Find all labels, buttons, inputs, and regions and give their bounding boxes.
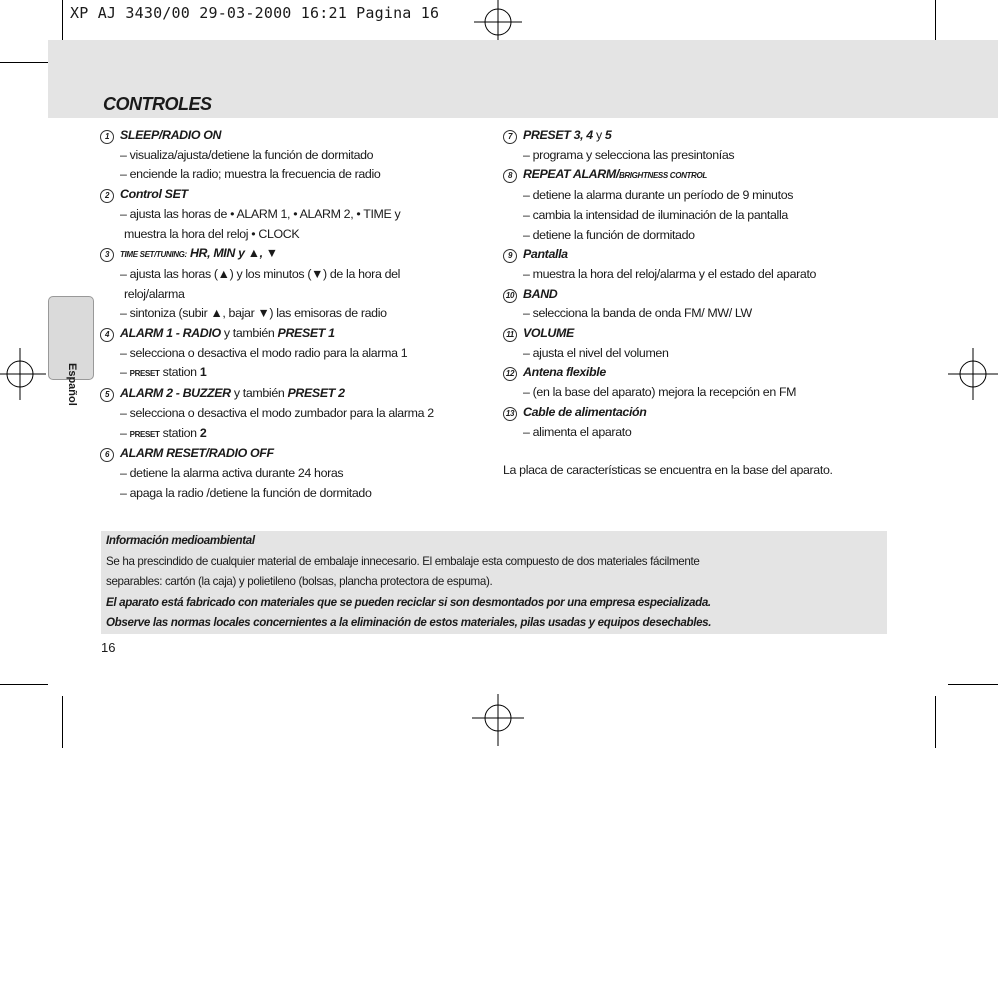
control-desc: – apaga la radio /detiene la función de dormitado [120, 485, 372, 500]
crop-mark [948, 684, 998, 685]
item-number: 6 [100, 448, 114, 462]
control-heading: 13 Cable de alimentación [503, 403, 898, 423]
item-number: 8 [503, 169, 517, 183]
item-number: 3 [100, 248, 114, 262]
environment-text-bold: Observe las normas locales concernientes a la eliminación de estos materiales, pilas usadas y equipos desechables. [106, 616, 712, 629]
controls-right-column [503, 126, 898, 481]
crop-mark [0, 684, 48, 685]
control-heading: 6 ALARM RESET/RADIO OFF [100, 444, 495, 464]
control-desc: – detiene la función de dormitado [523, 227, 695, 242]
controls-left-column [100, 126, 495, 503]
control-heading: 5 ALARM 2 - BUZZER y también PRESET 2 [100, 384, 495, 404]
control-desc: – selecciona o desactiva el modo zumbador para la alarma 2 [120, 405, 434, 420]
preset-desc: – PRESET station 1 [120, 365, 207, 380]
item-number: 7 [503, 130, 517, 144]
control-desc: – detiene la alarma activa durante 24 horas [120, 465, 344, 480]
registration-mark-icon [0, 346, 48, 402]
control-heading: 7 PRESET 3, 4 y 5 [503, 126, 898, 146]
item-number: 11 [503, 328, 517, 342]
item-number: 2 [100, 189, 114, 203]
item-number: 1 [100, 130, 114, 144]
crop-mark [0, 62, 48, 63]
crop-mark [935, 696, 936, 748]
registration-mark-icon [946, 346, 998, 402]
control-heading: 2 Control SET [100, 185, 495, 205]
crop-mark [62, 696, 63, 748]
control-heading: 12 Antena flexible [503, 363, 898, 383]
environment-title: Información medioambiental [106, 534, 255, 547]
control-desc: – programa y selecciona las presintonías [523, 147, 735, 162]
environment-text: Se ha prescindido de cualquier material de embalaje innecesario. El embalaje esta compuesto de dos materiales fácilmente [106, 554, 700, 568]
control-desc: – cambia la intensidad de iluminación de la pantalla [523, 207, 788, 222]
control-heading: 10 BAND [503, 285, 898, 305]
control-heading: 3 TIME SET/TUNING: HR, MIN y ▲, ▼ [100, 244, 495, 265]
environment-text: separables: cartón (la caja) y polietileno (bolsas, plancha protectora de espuma). [106, 575, 493, 588]
environment-text-bold: El aparato está fabricado con materiales que se pueden reciclar si son desmontados por una empresa especializada. [106, 595, 711, 609]
spacer [503, 442, 898, 461]
item-number: 4 [100, 328, 114, 342]
control-heading: 11 VOLUME [503, 324, 898, 344]
control-heading: 9 Pantalla [503, 245, 898, 265]
control-heading: 1 SLEEP/RADIO ON [100, 126, 495, 146]
control-desc: – enciende la radio; muestra la frecuencia de radio [120, 167, 381, 182]
item-number: 9 [503, 249, 517, 263]
control-desc: – visualiza/ajusta/detiene la función de dormitado [120, 147, 374, 162]
print-slug: XP AJ 3430/00 29-03-2000 16:21 Pagina 16 [70, 4, 440, 22]
control-desc: – muestra la hora del reloj/alarma y el estado del aparato [523, 266, 817, 281]
control-desc: – selecciona la banda de onda FM/ MW/ LW [523, 306, 752, 321]
control-desc: muestra la hora del reloj • CLOCK [124, 226, 300, 241]
control-desc: – ajusta las horas de • ALARM 1, • ALARM 2, • TIME y [120, 206, 401, 221]
control-heading: 4 ALARM 1 - RADIO y también PRESET 1 [100, 324, 495, 344]
control-desc: – ajusta las horas (▲) y los minutos (▼) de la hora del [120, 266, 401, 281]
type-plate-note: La placa de características se encuentra en la base del aparato. [503, 463, 833, 478]
environment-info-box [101, 531, 887, 634]
control-desc: reloj/alarma [124, 286, 185, 301]
preset-desc: – PRESET station 2 [120, 425, 207, 440]
item-number: 10 [503, 289, 517, 303]
language-tab [48, 296, 94, 406]
control-heading: 8 REPEAT ALARM/BRIGHTNESS CONTROL [503, 165, 898, 186]
control-desc: – detiene la alarma durante un período de 9 minutos [523, 188, 794, 203]
item-number: 13 [503, 407, 517, 421]
language-tab-label: Español [66, 363, 78, 406]
control-desc: – alimenta el aparato [523, 424, 632, 439]
control-desc: – sintoniza (subir ▲, bajar ▼) las emisoras de radio [120, 306, 387, 321]
control-desc: – ajusta el nivel del volumen [523, 345, 669, 360]
control-desc: – selecciona o desactiva el modo radio para la alarma 1 [120, 345, 408, 360]
item-number: 5 [100, 388, 114, 402]
item-number: 12 [503, 367, 517, 381]
section-title: CONTROLES [103, 94, 212, 114]
control-desc: – (en la base del aparato) mejora la recepción en FM [523, 385, 797, 400]
registration-mark-icon [470, 692, 526, 748]
page-number: 16 [101, 640, 116, 655]
